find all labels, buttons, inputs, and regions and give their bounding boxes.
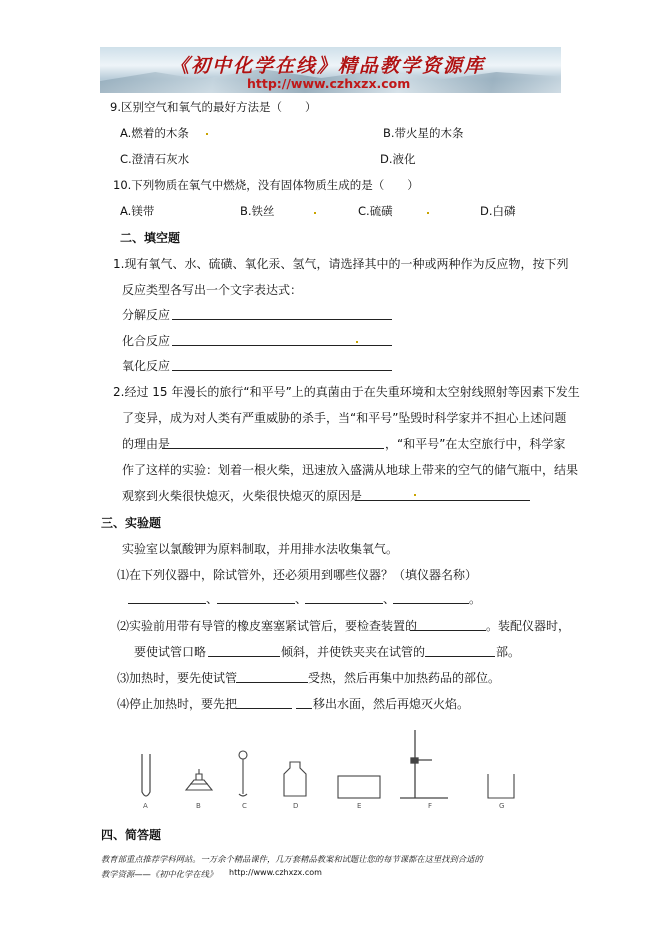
q9-stem: 9.区别空气和氧气的最好方法是（ ） — [110, 100, 317, 114]
q10-option-d: D.白磷 — [480, 204, 516, 218]
banner-url[interactable]: http://www.czhxzx.com — [247, 76, 411, 91]
banner-title: 《初中化学在线》精品教学资源库 — [170, 55, 486, 77]
clamp-position-blank[interactable] — [425, 656, 495, 657]
separator: 、 — [383, 592, 396, 606]
q9-option-b: B.带火星的木条 — [383, 126, 464, 140]
beaker-icon — [488, 774, 514, 798]
apparatus-figure — [130, 722, 550, 812]
s3-p2e: 部。 — [496, 645, 521, 659]
s3-p2d: 倾斜，并使铁夹夹在试管的 — [281, 645, 426, 659]
section4-heading: 四、简答题 — [101, 828, 162, 842]
test-tube-icon — [142, 754, 150, 796]
section2-heading: 二、填空题 — [120, 231, 181, 245]
s2-q1-line1: 1.现有氧气、水、硫磺、氧化汞、氢气，请选择其中的一种或两种作为反应物，按下列 — [113, 257, 569, 271]
s2-q2-line3b: ，“和平号”在太空旅行中，科学家 — [385, 437, 566, 451]
q9-option-a: A.燃着的木条 — [120, 126, 189, 140]
stray-dot — [356, 341, 358, 343]
s3-intro: 实验室以氯酸钾为原料制取，并用排水法收集氧气。 — [122, 542, 399, 556]
s3-p3a: ⑶加热时，要先使试管 — [117, 671, 238, 685]
extinguish-reason-blank[interactable] — [355, 500, 530, 501]
separator: 、 — [295, 592, 308, 606]
s3-p4a: ⑷停止加热时，要先把 — [117, 697, 238, 711]
combination-label: 化合反应 — [122, 334, 171, 348]
airtightness-blank[interactable] — [410, 630, 486, 631]
stray-dot — [414, 494, 416, 496]
oxidation-label: 氧化反应 — [122, 359, 171, 373]
label-g: G — [499, 802, 505, 810]
period: 。 — [469, 592, 482, 606]
s3-p2c: 要使试管口略 — [134, 645, 207, 659]
q10-option-c: C.硫磺 — [358, 204, 393, 218]
instrument-blank-4[interactable] — [393, 603, 469, 604]
footer-url[interactable]: http://www.czhxzx.com — [229, 868, 322, 877]
remove-blank-cont — [296, 708, 312, 709]
label-a: A — [143, 802, 148, 810]
s3-p2a: ⑵实验前用带有导管的橡皮塞塞紧试管后，要检查装置的 — [117, 619, 418, 633]
footer-line2: 教学资源——《初中化学在线》 — [101, 869, 218, 879]
gas-bottle-icon — [284, 762, 306, 796]
stray-dot — [206, 133, 208, 135]
q10-option-b: B.铁丝 — [240, 204, 275, 218]
q9-option-c: C.澄清石灰水 — [120, 152, 190, 166]
iron-stand-icon — [400, 730, 448, 798]
instrument-blank-3[interactable] — [305, 603, 383, 604]
s3-p1: ⑴在下列仪器中，除试管外，还必须用到哪些仪器？（填仪器名称） — [117, 568, 478, 582]
water-trough-icon — [338, 776, 380, 798]
s2-q2-line4: 作了这样的实验：划着一根火柴，迅速放入盛满从地球上带来的空气的储气瓶中，结果 — [122, 463, 579, 477]
combustion-spoon-icon — [239, 751, 247, 796]
oxidation-blank[interactable] — [172, 370, 392, 371]
s3-p3b: 受热，然后再集中加热药品的部位。 — [308, 671, 501, 685]
decomposition-label: 分解反应 — [122, 308, 171, 322]
label-c: C — [242, 802, 247, 810]
label-f: F — [428, 802, 433, 810]
label-e: E — [357, 802, 362, 810]
s2-q2-line2: 了变异，成为对人类有严重威胁的杀手，当“和平号”坠毁时科学家并不担心上述问题 — [122, 411, 567, 425]
s2-q1-line2: 反应类型各写出一个文字表达式： — [122, 283, 303, 297]
combination-blank[interactable] — [172, 345, 392, 346]
footer-line1: 教育部重点推荐学科网站。一万余个精品课件，几万套精品教案和试题让您的每节课都在这里找到合适的 — [101, 854, 483, 864]
s3-p4b: 移出水面，然后再熄灭火焰。 — [313, 697, 470, 711]
s2-q2-line3a: 的理由是 — [122, 437, 171, 451]
q10-option-a: A.镁带 — [120, 204, 155, 218]
q10-stem: 10.下列物质在氧气中燃烧，没有固体物质生成的是（ ） — [113, 178, 419, 192]
separator: 、 — [206, 592, 219, 606]
alcohol-lamp-icon — [186, 769, 212, 790]
s2-q2-line5: 观察到火柴很快熄灭，火柴很快熄灭的原因是 — [122, 489, 363, 503]
heating-blank[interactable] — [236, 682, 308, 683]
section3-heading: 三、实验题 — [101, 516, 162, 530]
header-banner — [100, 47, 561, 93]
s3-p2b: 。装配仪器时， — [486, 619, 571, 633]
decomposition-blank[interactable] — [172, 319, 392, 320]
s2-q2-line1: 2.经过 15 年漫长的旅行“和平号”上的真菌由于在失重环境和太空射线照射等因素下发生 — [113, 385, 580, 399]
label-b: B — [196, 802, 201, 810]
remove-blank[interactable] — [236, 708, 292, 709]
q9-option-d: D.液化 — [380, 152, 416, 166]
label-d: D — [293, 802, 299, 810]
stray-dot — [314, 212, 316, 214]
stray-dot — [427, 212, 429, 214]
instrument-blank-1[interactable] — [128, 603, 206, 604]
tilt-blank[interactable] — [208, 656, 280, 657]
instrument-blank-2[interactable] — [217, 603, 295, 604]
reason-blank[interactable] — [162, 448, 384, 449]
